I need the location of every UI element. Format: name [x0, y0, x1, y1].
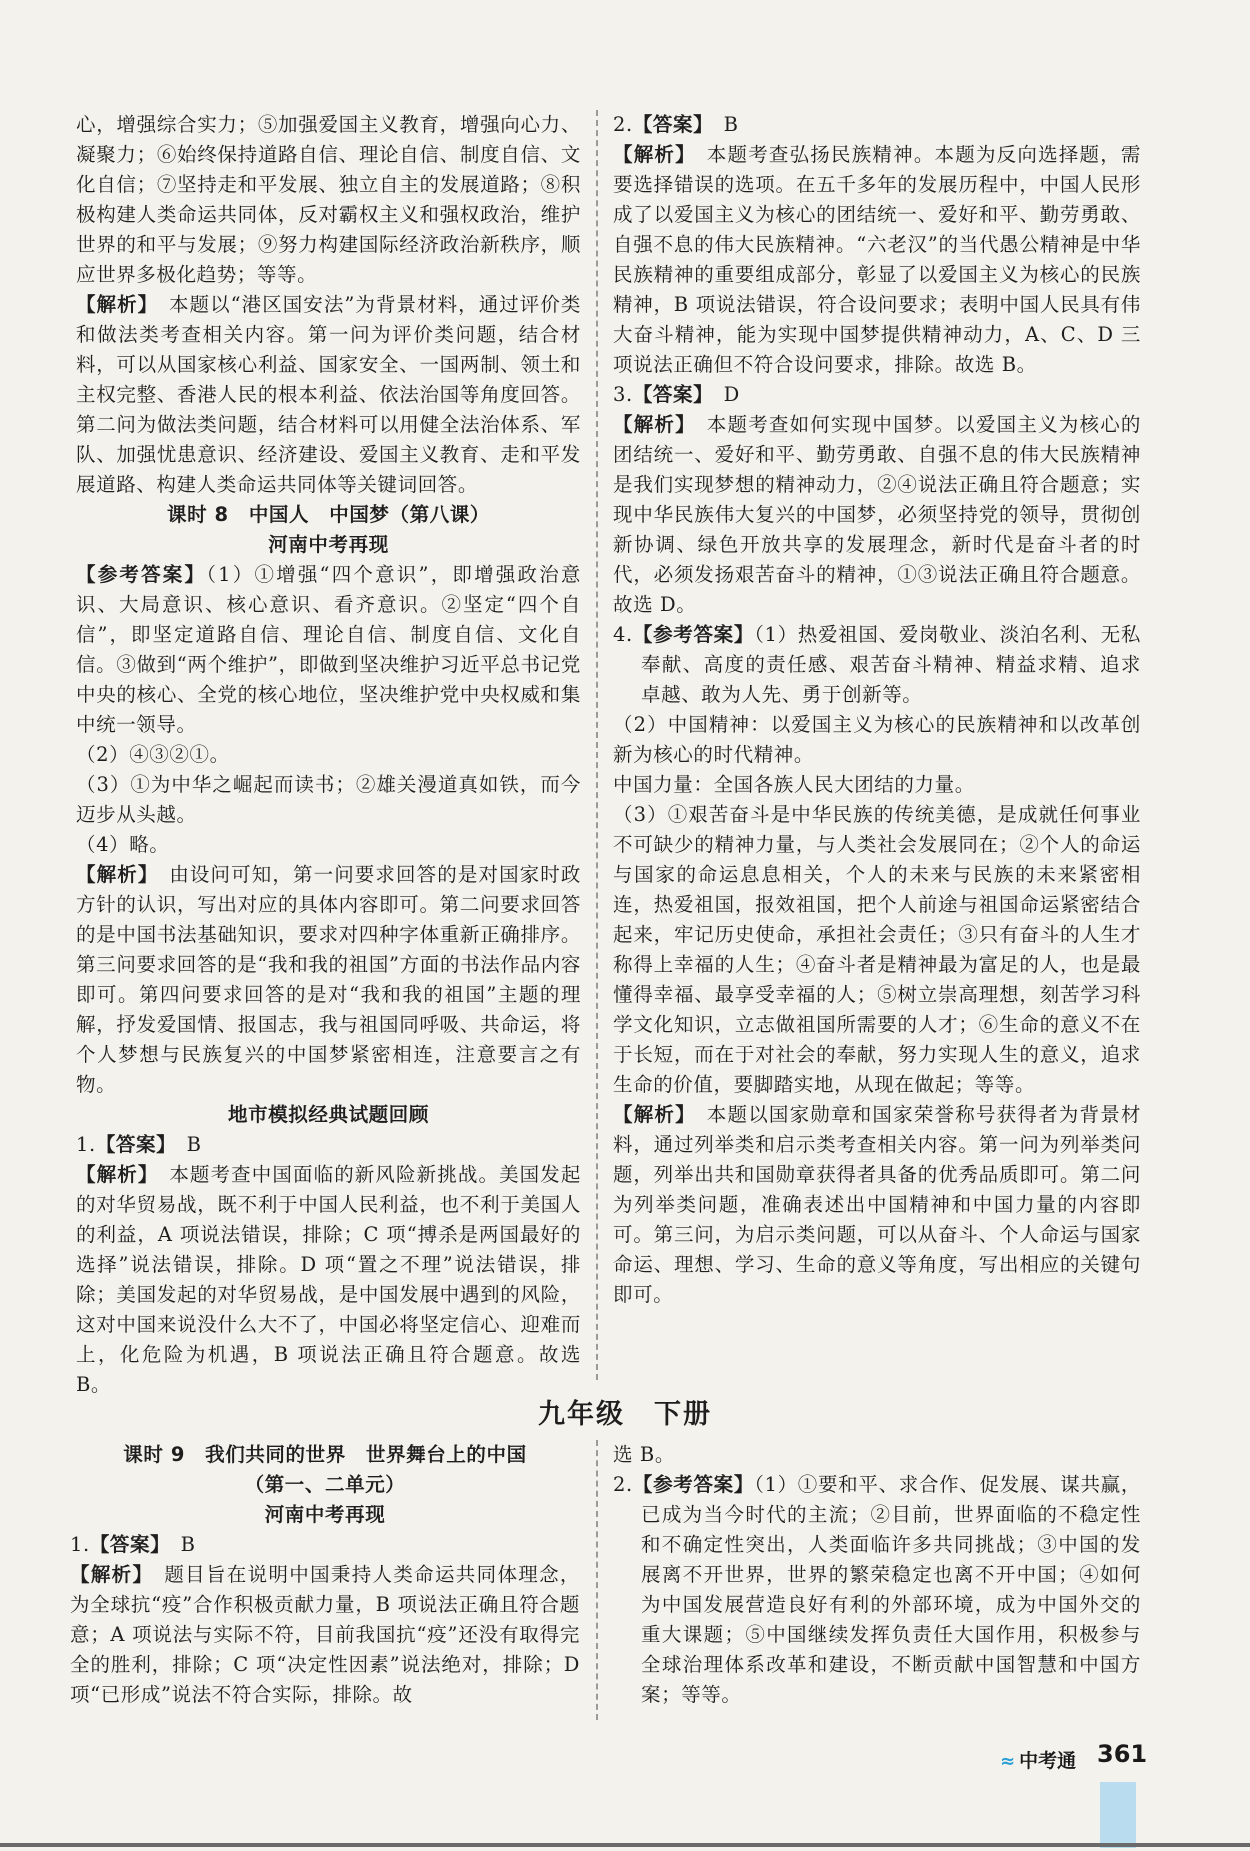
paragraph: [76, 290, 581, 500]
item-number: 2.: [613, 1473, 633, 1496]
answer-tag: 【参考答案】: [76, 563, 207, 586]
paragraph-text: （1）①增强“四个意识”，即增强政治意识、大局意识、核心意识、看齐意识。②坚定“四个自信”，即坚定道路自信、理论自信、制度自信、文化自信。③做到“两个维护”，即做到坚决维护习近平总书记党中央的核心、全党的核心地位，坚决维护党中央权威和集中统一领导。: [76, 563, 581, 736]
paragraph-text: （4）略。: [76, 833, 170, 856]
left-column-bottom: [70, 1440, 580, 1710]
paragraph: [613, 620, 1141, 710]
answer-tag: 【解析】: [76, 293, 149, 316]
paragraph-text: 心，增强综合实力；⑤加强爱国主义教育，增强向心力、凝聚力；⑥始终保持道路自信、理论自信、制度自信、文化自信；⑦坚持走和平发展、独立自主的发展道路；⑧积极构建人类命运共同体，反对霸权主义和强权政治，维护世界的和平与发展；⑨努力构建国际经济政治新秩序，顺应世界多极化趋势；等等。: [76, 113, 581, 286]
paragraph-text: 本题考查如何实现中国梦。以爱国主义为核心的团结统一、爱好和平、勤劳勇敢、自强不息的伟大民族精神是我们实现梦想的精神动力，②④说法正确且符合题意；实现中华民族伟大复兴的中国梦，必须坚持党的领导，贯彻创新协调、绿色开放共享的发展理念，新时代是奋斗者的时代，必须发扬艰苦奋斗的精神，①③说法正确且符合题意。故选 D。: [613, 413, 1141, 616]
paragraph: [613, 410, 1141, 620]
column-divider: [596, 110, 598, 1380]
answer-tag: 【解析】: [76, 1163, 149, 1186]
answer-tag: 【解析】: [76, 863, 149, 886]
answer-tag: 【答案】: [632, 113, 704, 136]
heading-text: 地市模拟经典试题回顾: [227, 1103, 429, 1126]
brand-label: [1000, 1746, 1100, 1774]
paragraph-text: B: [703, 113, 739, 136]
paragraph: [76, 1160, 581, 1400]
right-column-bottom: [613, 1440, 1141, 1710]
paragraph: [76, 770, 581, 830]
section-heading: [70, 1440, 580, 1470]
item-number: 1.: [70, 1533, 90, 1556]
paragraph: [613, 1470, 1141, 1710]
paragraph-text: 选 B。: [613, 1443, 675, 1466]
bottom-rule: [0, 1843, 1250, 1847]
paragraph-text: （3）①为中华之崛起而读书；②雄关漫道真如铁，而今迈步从头越。: [76, 773, 581, 826]
answer-tag: 【解析】: [613, 413, 687, 436]
paragraph-text: 题目旨在说明中国秉持人类命运共同体理念，为全球抗“疫”合作积极贡献力量，B 项说法正确且符合题意；A 项说法与实际不符，目前我国抗“疫”还没有取得完全的胜利，排除；C 项“决定性因素”说法绝对，排除；D 项“已形成”说法不符合实际，排除。故: [70, 1563, 580, 1706]
item-number: 1.: [76, 1133, 96, 1156]
paragraph-text: 本题考查中国面临的新风险新挑战。美国发起的对华贸易战，既不利于中国人民利益，也不利于美国人的利益，A 项说法错误，排除；C 项“搏杀是两国最好的选择”说法错误，排除。D 项“置之不理”说法错误，排除；美国发起的对华贸易战，是中国发展中遇到的风险，这对中国来说没什么大不了，中国必将坚定信心、迎难而上，化危险为机遇，B 项说法正确且符合题意。故选 B。: [76, 1163, 581, 1396]
answer-tag: 【解析】: [613, 1103, 687, 1126]
paragraph: [76, 110, 581, 290]
heading-text: 课时 8 中国人 中国梦（第八课）: [166, 503, 491, 526]
answer-tag: 【解析】: [70, 1563, 144, 1586]
paragraph: [613, 380, 1141, 410]
answer-tag: 【答案】: [95, 1133, 167, 1156]
section-heading: [76, 530, 581, 560]
paragraph-text: D: [703, 383, 740, 406]
paragraph: [76, 560, 581, 740]
paragraph: [613, 1100, 1141, 1310]
paragraph-text: （2）中国精神：以爱国主义为核心的民族精神和以改革创新为核心的时代精神。: [613, 713, 1141, 766]
item-number: 4.: [613, 623, 633, 646]
brand-text: 中考通: [1019, 1750, 1077, 1772]
brand-logo-icon: ≈: [1000, 1751, 1016, 1772]
right-column-top: [613, 110, 1141, 1310]
paragraph: [70, 1560, 580, 1710]
item-number: 2.: [613, 113, 633, 136]
heading-text: 课时 9 我们共同的世界 世界舞台上的中国: [123, 1443, 527, 1466]
paragraph-text: 中国力量：全国各族人民大团结的力量。: [613, 773, 975, 796]
section-heading: [76, 500, 581, 530]
answer-tag: 【参考答案】: [632, 1473, 755, 1496]
paragraph-text: （1）热爱祖国、爱岗敬业、淡泊名利、无私奉献、高度的责任感、艰苦奋斗精神、精益求精、追求卓越、敢为人先、勇于创新等。: [641, 623, 1141, 706]
paragraph-text: （3）①艰苦奋斗是中华民族的传统美德，是成就任何事业不可缺少的精神力量，与人类社会发展同在；②个人的命运与国家的命运息息相关，个人的未来与民族的未来紧密相连，热爱祖国，报效祖国，把个人前途与祖国命运紧密结合起来，牢记历史使命，承担社会责任；③只有奋斗的人生才称得上幸福的人生；④奋斗者是精神最为富足的人，也是最懂得幸福、最享受幸福的人；⑤树立崇高理想，刻苦学习科学文化知识，立志做祖国所需要的人才；⑥生命的意义不在于长短，而在于对社会的奉献，努力实现人生的意义，追求生命的价值，要脚踏实地，从现在做起；等等。: [613, 803, 1141, 1096]
paragraph-text: 本题考查弘扬民族精神。本题为反向选择题，需要选择错误的选项。在五千多年的发展历程中，中国人民形成了以爱国主义为核心的团结统一、爱好和平、勤劳勇敢、自强不息的伟大民族精神。“六老汉”的当代愚公精神是中华民族精神的重要组成部分，彰显了以爱国主义为核心的民族精神，B 项说法错误，符合设问要求；表明中国人民具有伟大奋斗精神，能为实现中国梦提供精神动力，A、C、D 三项说法正确但不符合设问要求，排除。故选 B。: [613, 143, 1141, 376]
column-divider: [596, 1440, 598, 1720]
paragraph: [613, 110, 1141, 140]
section-heading: [70, 1500, 580, 1530]
paragraph: [76, 830, 581, 860]
paragraph: [76, 860, 581, 1100]
section-heading: [70, 1470, 580, 1500]
answer-tag: 【参考答案】: [632, 623, 755, 646]
heading-text: 河南中考再现: [264, 1503, 386, 1526]
paragraph-text: （2）④③②①。: [76, 743, 230, 766]
answer-tag: 【解析】: [613, 143, 687, 166]
paragraph-text: B: [160, 1533, 196, 1556]
paragraph-text: （1）①要和平、求合作、促发展、谋共赢，已成为当今时代的主流；②目前，世界面临的不稳定性和不确定性突出，人类面临许多共同挑战；③中国的发展离不开世界，世界的繁荣稳定也离不开中国；④如何为中国发展营造良好有利的外部环境，成为中国外交的重大课题；⑤中国继续发挥负责任大国作用，积极参与全球治理体系改革和建设，不断贡献中国智慧和中国方案；等等。: [641, 1473, 1141, 1706]
answer-tag: 【答案】: [632, 383, 704, 406]
paragraph-text: 本题以国家勋章和国家荣誉称号获得者为背景材料，通过列举类和启示类考查相关内容。第一问为列举类问题，列举出共和国勋章获得者具备的优秀品质即可。第二问为列举类问题，准确表述出中国精神和中国力量的内容即可。第三问，为启示类问题，可以从奋斗、个人命运与国家命运、理想、学习、生命的意义等角度，写出相应的关键句即可。: [613, 1103, 1141, 1306]
grade-section-title: 九年级 下册: [538, 1399, 712, 1430]
item-number: 3.: [613, 383, 633, 406]
paragraph-text: B: [166, 1133, 202, 1156]
paragraph: [613, 800, 1141, 1100]
paragraph-text: 本题以“港区国安法”为背景材料，通过评价类和做法类考查相关内容。第一问为评价类问题，结合材料，可以从国家核心利益、国家安全、一国两制、领土和主权完整、香港人民的根本利益、依法治国等角度回答。第二问为做法类问题，结合材料可以用健全法治体系、军队、加强忧患意识、经济建设、爱国主义教育、走和平发展道路、构建人类命运共同体等关键词回答。: [76, 293, 582, 496]
paragraph: [76, 740, 581, 770]
paragraph: [613, 140, 1141, 380]
page-number: 361: [1097, 1740, 1148, 1768]
paragraph: [613, 770, 1141, 800]
paragraph: [613, 710, 1141, 770]
paragraph: [70, 1530, 580, 1560]
answer-tag: 【答案】: [89, 1533, 161, 1556]
paragraph: [76, 1130, 581, 1160]
paragraph-text: 由设问可知，第一问要求回答的是对国家时政方针的认识，写出对应的具体内容即可。第二问要求回答的是中国书法基础知识，要求对四种字体重新正确排序。第三问要求回答的是“我和我的祖国”方面的书法作品内容即可。第四问要求回答的是对“我和我的祖国”主题的理解，抒发爱国情、报国志，我与祖国同呼吸、共命运，将个人梦想与民族复兴的中国梦紧密相连，注意要言之有物。: [76, 863, 581, 1096]
paragraph: [613, 1440, 1141, 1470]
page-tab-marker: [1100, 1782, 1136, 1848]
left-column-top: [76, 110, 581, 1400]
heading-text: 河南中考再现: [268, 533, 389, 556]
heading-text: （第一、二单元）: [244, 1473, 406, 1496]
section-heading: [76, 1100, 581, 1130]
